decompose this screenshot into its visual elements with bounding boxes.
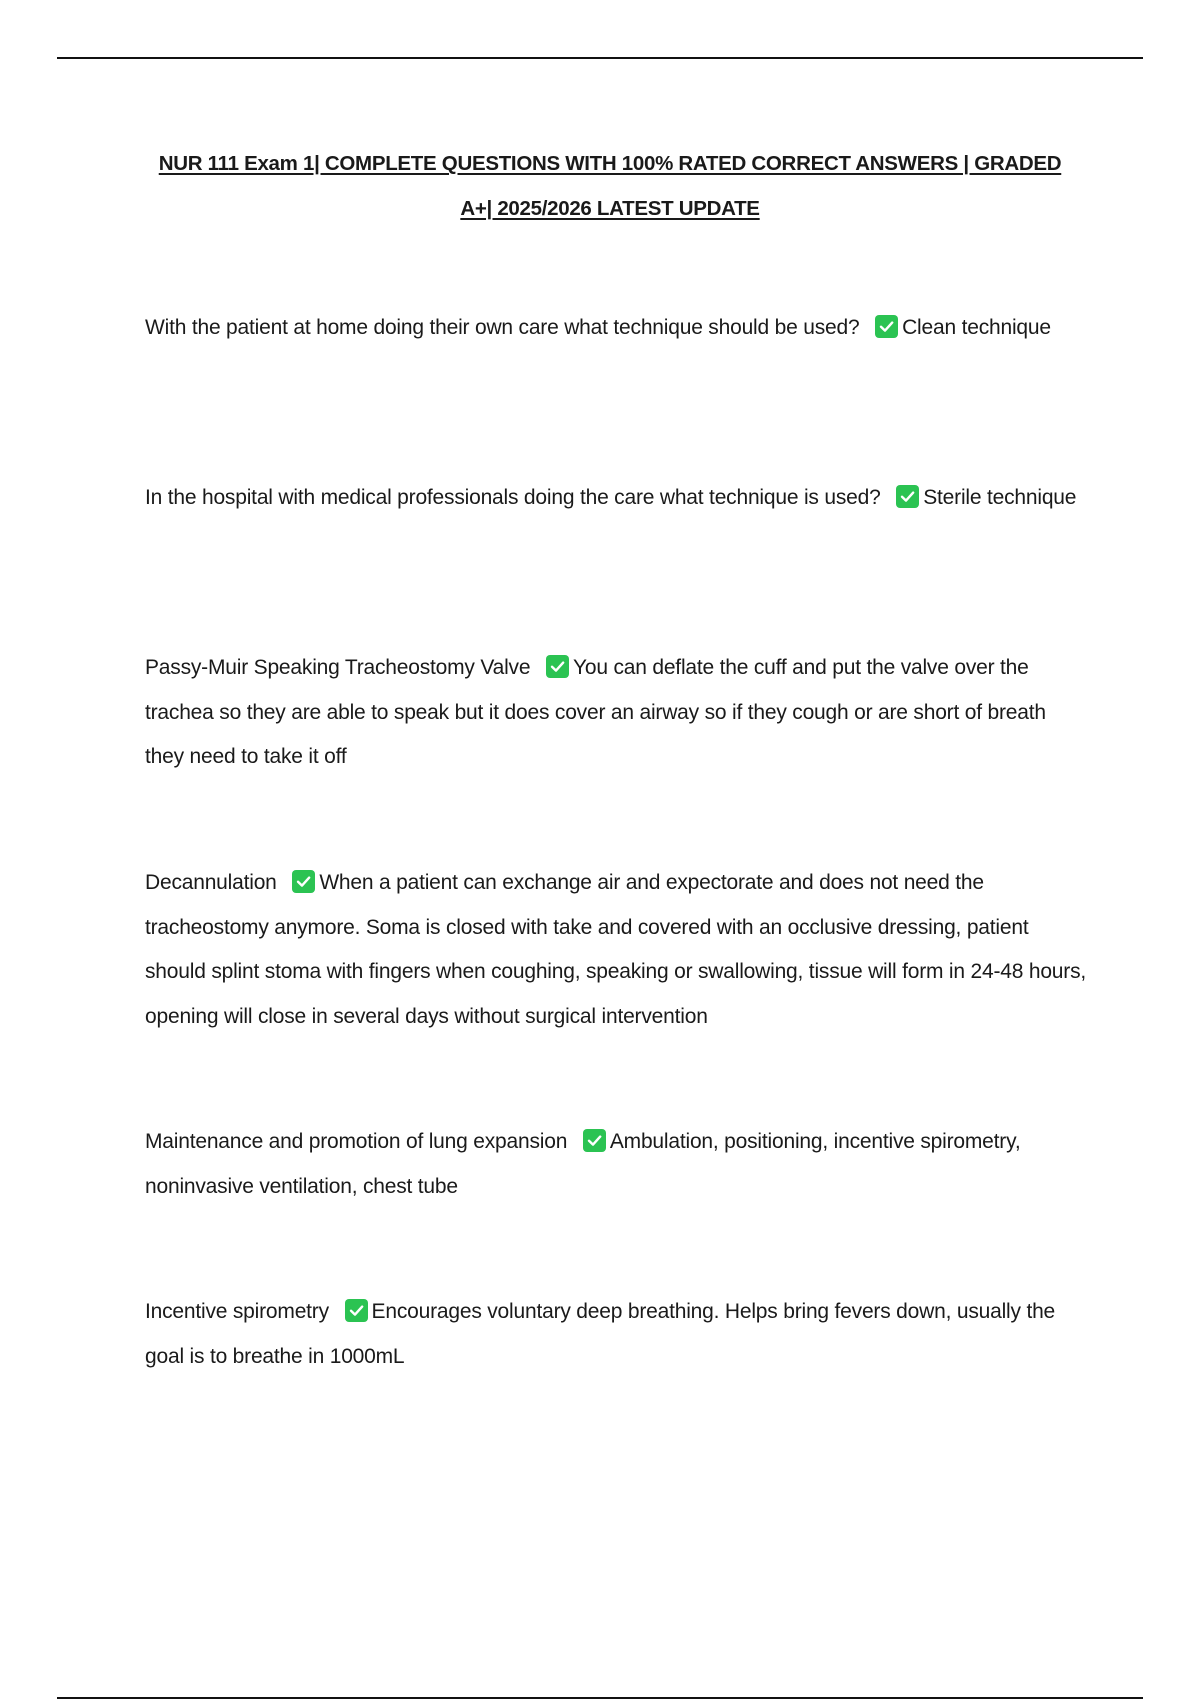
top-divider: [57, 57, 1143, 59]
qa-item: [145, 476, 1090, 521]
check-mark-icon: [292, 870, 315, 893]
title-line-2: A+| 2025/2026 LATEST UPDATE: [460, 197, 760, 220]
document-title: [145, 141, 1075, 231]
answer-text: Encourages voluntary deep breathing. Helps bring fevers down, usually the goal is to breathe in 1000mL: [145, 1300, 1056, 1368]
answer-text: Clean technique: [902, 316, 1051, 339]
qa-item: [145, 1290, 1090, 1379]
check-mark-icon: [896, 485, 919, 508]
question-text: Decannulation: [145, 871, 277, 894]
qa-item: [145, 646, 1090, 780]
question-text: Maintenance and promotion of lung expansion: [145, 1130, 568, 1153]
answer-text: When a patient can exchange air and expectorate and does not need the tracheostomy anymore. Soma is closed with take and covered with an occlusive dressing, patient should splint stoma with fingers when coughing, speaking or swallowing, tissue will form in 24-48 hours, opening will close in several days without surgical intervention: [145, 871, 1087, 1028]
check-mark-icon: [546, 655, 569, 678]
check-mark-icon: [345, 1299, 368, 1322]
answer-text: Sterile technique: [923, 486, 1077, 509]
qa-item: [145, 306, 1090, 351]
question-text: Incentive spirometry: [145, 1300, 329, 1323]
qa-item: [145, 1120, 1090, 1209]
question-text: In the hospital with medical professionals doing the care what technique is used?: [145, 486, 881, 509]
question-text: Passy-Muir Speaking Tracheostomy Valve: [145, 656, 531, 679]
check-mark-icon: [583, 1129, 606, 1152]
answer-text: Ambulation, positioning, incentive spirometry, noninvasive ventilation, chest tube: [145, 1130, 1021, 1198]
bottom-divider: [57, 1697, 1143, 1699]
answer-text: You can deflate the cuff and put the valve over the trachea so they are able to speak but it does cover an airway so if they cough or are short of breath they need to take it off: [145, 656, 1046, 768]
qa-item: [145, 861, 1090, 1039]
check-mark-icon: [875, 315, 898, 338]
question-text: With the patient at home doing their own care what technique should be used?: [145, 316, 860, 339]
title-line-1: NUR 111 Exam 1| COMPLETE QUESTIONS WITH 100% RATED CORRECT ANSWERS | GRADED: [158, 152, 1062, 175]
